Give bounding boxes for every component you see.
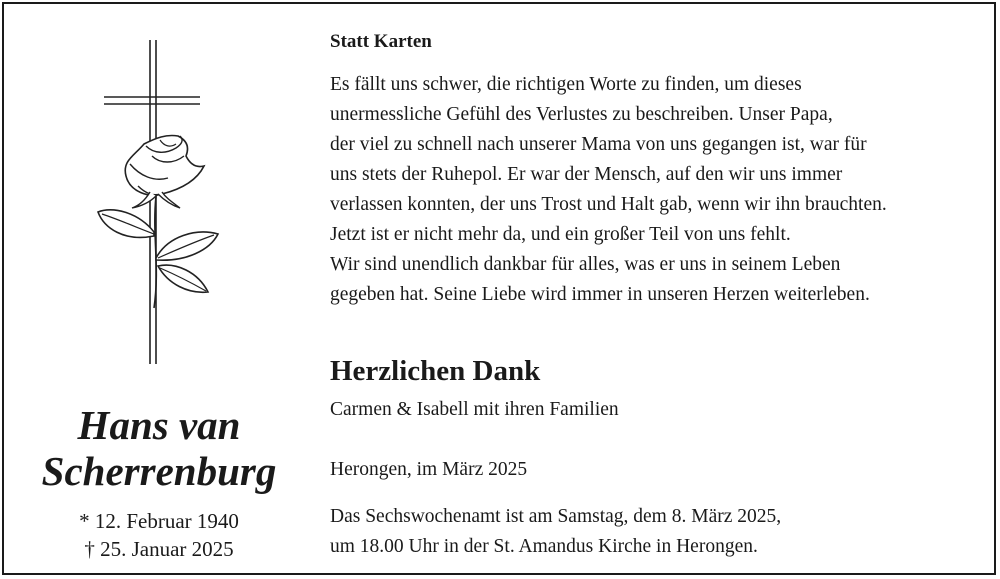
life-dates: [4, 507, 314, 563]
text-line: uns stets der Ruhepol. Er war der Mensch, auf den wir uns immer: [330, 164, 843, 185]
text-line: unermessliche Gefühl des Verlustes zu beschreiben. Unser Papa,: [330, 104, 833, 125]
thanks-heading: Herzlichen Dank: [330, 355, 541, 387]
notice-text-column: [330, 28, 990, 557]
intro-heading: Statt Karten: [330, 31, 432, 52]
place-date: Herongen, im März 2025: [330, 459, 528, 480]
death-date: † 25. Januar 2025: [84, 537, 234, 561]
signatories: Carmen & Isabell mit ihren Familien: [330, 399, 619, 420]
text-line: Wir sind unendlich dankbar für alles, was er uns in seinem Leben: [330, 254, 841, 275]
cross-with-rose-icon: [94, 36, 224, 366]
service-info-line1: Das Sechswochenamt ist am Samstag, dem 8. März 2025,: [330, 506, 782, 527]
deceased-name-line1: Hans van: [77, 402, 241, 448]
obituary-text: [330, 70, 990, 310]
birth-date: * 12. Februar 1940: [79, 509, 239, 533]
text-line: Jetzt ist er nicht mehr da, und ein großer Teil von uns fehlt.: [330, 224, 791, 245]
text-line: verlassen konnten, der uns Trost und Halt gab, wenn wir ihn brauchten.: [330, 194, 887, 215]
service-info-line2: um 18.00 Uhr in der St. Amandus Kirche in Herongen.: [330, 536, 758, 557]
text-line: Es fällt uns schwer, die richtigen Worte zu finden, um dieses: [330, 74, 802, 95]
deceased-name-line2: Scherrenburg: [41, 448, 277, 494]
text-line: gegeben hat. Seine Liebe wird immer in unseren Herzen weiterleben.: [330, 284, 870, 305]
text-line: der viel zu schnell nach unserer Mama von uns gegangen ist, war für: [330, 134, 867, 155]
obituary-card: [2, 2, 996, 575]
deceased-name: [4, 402, 314, 494]
